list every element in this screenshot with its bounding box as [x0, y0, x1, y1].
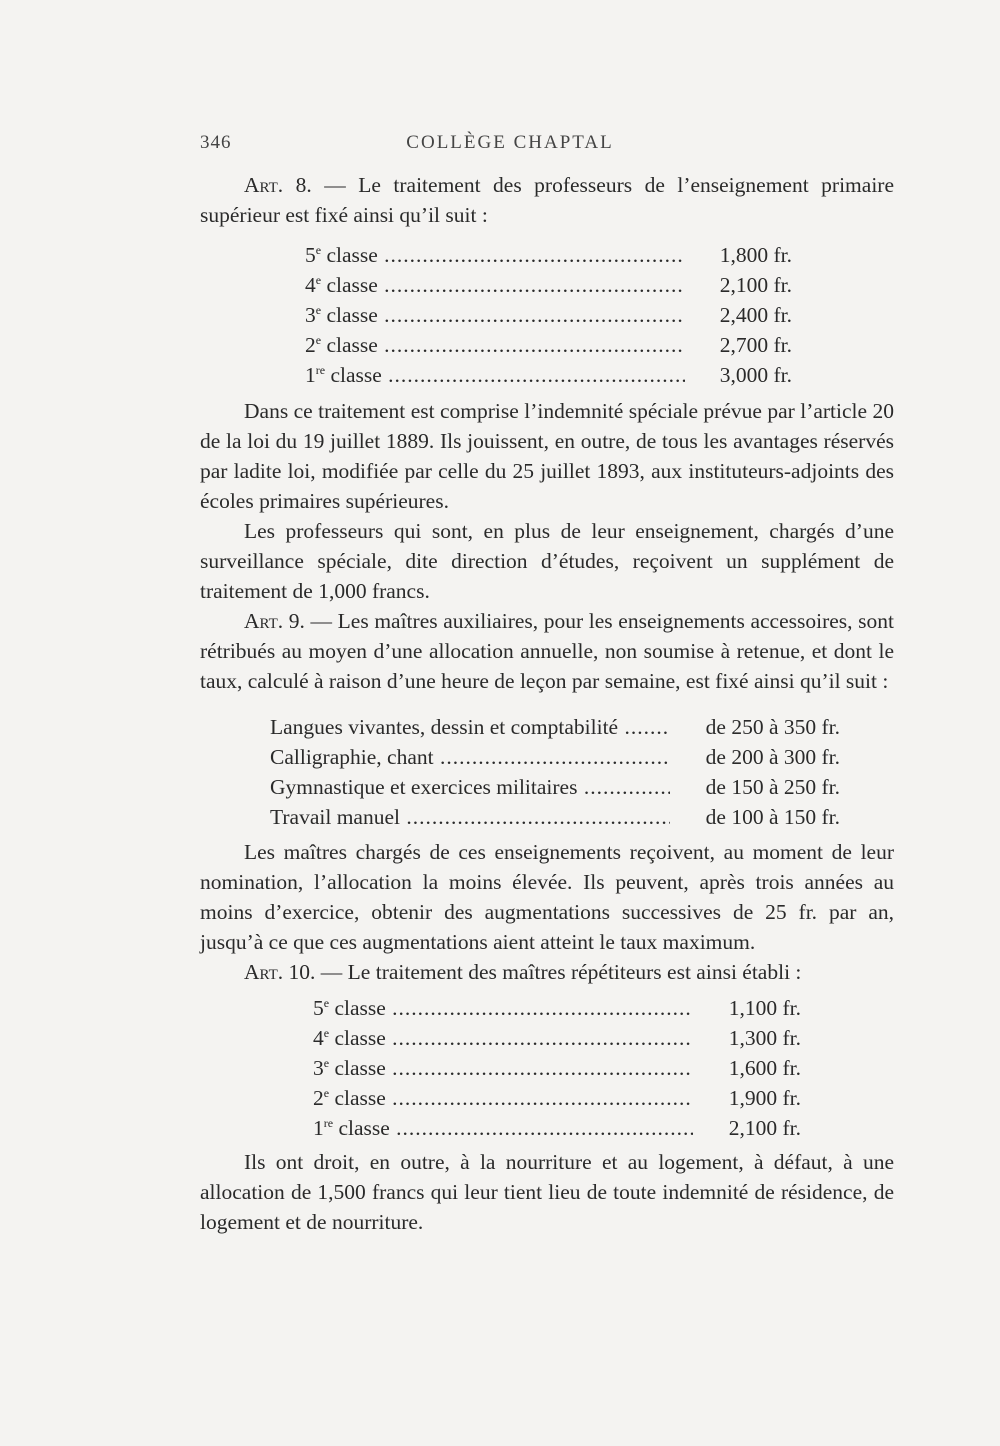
art8-paragraph-2: Les professeurs qui sont, en plus de leur enseignement, chargés d’une surveillance spéciale, dite direction d’études, reçoivent un supplément de traitement de 1,000 francs.: [200, 519, 894, 603]
art9-label: Art. 9.: [244, 609, 305, 633]
art9-paragraph: Les maîtres chargés de ces enseignements reçoivent, au moment de leur nomination, l’allocation la moins élevée. Ils peuvent, après trois années au moins d’exercice, obtenir des augmentations successives de 25 fr. par an, jusqu’à ce que ces augmentations aient atteint le taux maximum.: [200, 840, 894, 954]
art9-body: [200, 837, 894, 987]
art8-text: — Le traitement des professeurs de l’enseignement primaire supérieur est fixé ainsi qu’il suit :: [200, 173, 894, 227]
table-row: 2e classe ..... 1,900 fr.: [313, 1083, 801, 1113]
table-row: 5e classe ..... 1,800 fr.: [305, 240, 792, 270]
art10-paragraph: Ils ont droit, en outre, à la nourriture et au logement, à défaut, à une allocation de 1,500 francs qui leur tient lieu de toute indemnité de résidence, de logement et de nourriture.: [200, 1150, 894, 1234]
table-row: 4e classe ..... 1,300 fr.: [313, 1023, 801, 1053]
table-row: 3e classe ..... 2,400 fr.: [305, 300, 792, 330]
art9-allocation-table: [270, 712, 840, 832]
art8-paragraph-1: Dans ce traitement est comprise l’indemnité spéciale prévue par l’article 20 de la loi du 19 juillet 1889. Ils jouissent, en outre, de tous les avantages réservés par ladite loi, modifiée par celle du 25 juillet 1893, aux instituteurs-adjoints des écoles primaires supérieures.: [200, 399, 894, 513]
running-title: COLLÈGE CHAPTAL: [406, 132, 614, 153]
table-row: 4e classe ..... 2,100 fr.: [305, 270, 792, 300]
art9-text: — Les maîtres auxiliaires, pour les enseignements accessoires, sont rétribués au moyen d’une allocation annuelle, non soumise à retenue, et dont le taux, calculé à raison d’une heure de leçon par semaine, est fixé ainsi qu’il suit :: [200, 609, 895, 693]
table-row: 3e classe ..... 1,600 fr.: [313, 1053, 801, 1083]
table-row: Langues vivantes, dessin et comptabilité ..... de 250 à 350 fr.: [270, 712, 840, 742]
page-number: 346: [200, 132, 232, 153]
art10-salary-table: [313, 993, 801, 1143]
art10-body: [200, 1147, 894, 1237]
table-row: 5e classe ..... 1,100 fr.: [313, 993, 801, 1023]
table-row: Travail manuel ..... de 100 à 150 fr.: [270, 802, 840, 832]
table-row: 2e classe ..... 2,700 fr.: [305, 330, 792, 360]
art8-body: [200, 396, 894, 696]
art8-salary-table: [305, 240, 792, 390]
table-row: Gymnastique et exercices militaires ..... de 150 à 250 fr.: [270, 772, 840, 802]
art8-label: Art. 8.: [244, 173, 312, 197]
art10-label: Art. 10.: [244, 960, 316, 984]
art10-text: — Le traitement des maîtres répétiteurs est ainsi établi :: [315, 960, 802, 984]
table-row: Calligraphie, chant ..... de 200 à 300 fr.: [270, 742, 840, 772]
table-row: 1re classe ..... 2,100 fr.: [313, 1113, 801, 1143]
art8-intro: [200, 170, 894, 230]
table-row: 1re classe ..... 3,000 fr.: [305, 360, 792, 390]
